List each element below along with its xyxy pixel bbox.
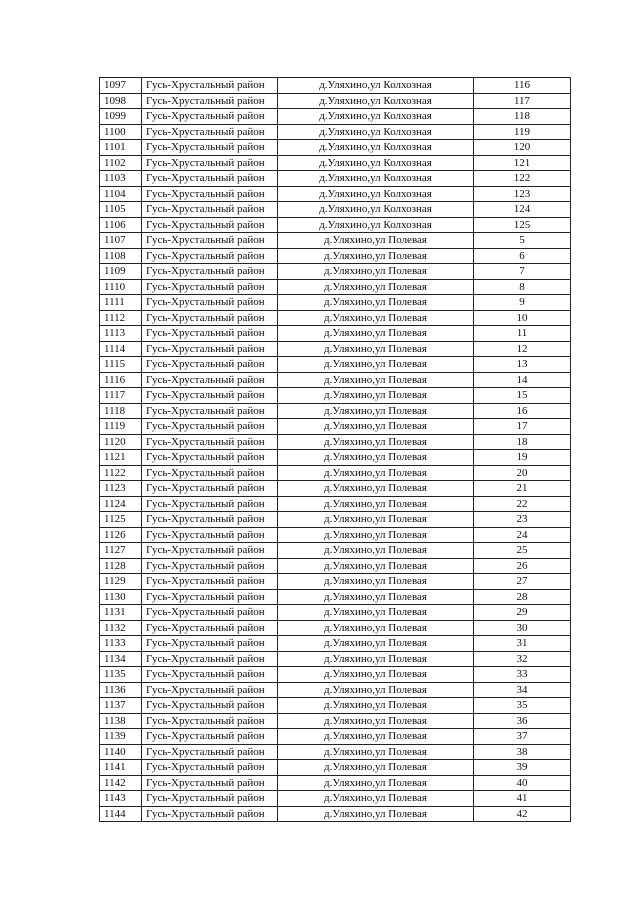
house-number-cell: 42 <box>474 806 571 822</box>
house-number-cell: 35 <box>474 698 571 714</box>
table-row <box>100 419 571 435</box>
table-row <box>100 372 571 388</box>
table-row <box>100 682 571 698</box>
house-number-cell: 123 <box>474 186 571 202</box>
table-row <box>100 217 571 233</box>
table-row <box>100 512 571 528</box>
address-cell: д.Уляхино,ул Колхозная <box>278 186 474 202</box>
table-row <box>100 620 571 636</box>
house-number-cell: 10 <box>474 310 571 326</box>
table-row <box>100 744 571 760</box>
district-cell: Гусь-Хрустальный район <box>142 419 278 435</box>
row-number-cell: 1099 <box>100 109 142 125</box>
house-number-cell: 27 <box>474 574 571 590</box>
house-number-cell: 39 <box>474 760 571 776</box>
address-cell: д.Уляхино,ул Полевая <box>278 729 474 745</box>
district-cell: Гусь-Хрустальный район <box>142 248 278 264</box>
row-number-cell: 1116 <box>100 372 142 388</box>
district-cell: Гусь-Хрустальный район <box>142 698 278 714</box>
row-number-cell: 1122 <box>100 465 142 481</box>
table-row <box>100 326 571 342</box>
district-cell: Гусь-Хрустальный район <box>142 264 278 280</box>
house-number-cell: 21 <box>474 481 571 497</box>
address-cell: д.Уляхино,ул Полевая <box>278 388 474 404</box>
house-number-cell: 31 <box>474 636 571 652</box>
table-row <box>100 171 571 187</box>
table-row <box>100 698 571 714</box>
district-cell: Гусь-Хрустальный район <box>142 496 278 512</box>
row-number-cell: 1134 <box>100 651 142 667</box>
row-number-cell: 1144 <box>100 806 142 822</box>
address-cell: д.Уляхино,ул Полевая <box>278 233 474 249</box>
row-number-cell: 1101 <box>100 140 142 156</box>
house-number-cell: 8 <box>474 279 571 295</box>
row-number-cell: 1133 <box>100 636 142 652</box>
row-number-cell: 1108 <box>100 248 142 264</box>
row-number-cell: 1142 <box>100 775 142 791</box>
house-number-cell: 23 <box>474 512 571 528</box>
house-number-cell: 9 <box>474 295 571 311</box>
address-cell: д.Уляхино,ул Полевая <box>278 372 474 388</box>
district-cell: Гусь-Хрустальный район <box>142 388 278 404</box>
row-number-cell: 1140 <box>100 744 142 760</box>
house-number-cell: 20 <box>474 465 571 481</box>
district-cell: Гусь-Хрустальный район <box>142 651 278 667</box>
house-number-cell: 119 <box>474 124 571 140</box>
district-cell: Гусь-Хрустальный район <box>142 729 278 745</box>
district-cell: Гусь-Хрустальный район <box>142 589 278 605</box>
row-number-cell: 1098 <box>100 93 142 109</box>
address-cell: д.Уляхино,ул Полевая <box>278 806 474 822</box>
table-row <box>100 558 571 574</box>
address-cell: д.Уляхино,ул Полевая <box>278 248 474 264</box>
table-row <box>100 636 571 652</box>
row-number-cell: 1114 <box>100 341 142 357</box>
district-cell: Гусь-Хрустальный район <box>142 744 278 760</box>
district-cell: Гусь-Хрустальный район <box>142 434 278 450</box>
house-number-cell: 32 <box>474 651 571 667</box>
address-cell: д.Уляхино,ул Полевая <box>278 527 474 543</box>
row-number-cell: 1137 <box>100 698 142 714</box>
address-cell: д.Уляхино,ул Полевая <box>278 558 474 574</box>
address-cell: д.Уляхино,ул Полевая <box>278 667 474 683</box>
address-cell: д.Уляхино,ул Колхозная <box>278 155 474 171</box>
row-number-cell: 1121 <box>100 450 142 466</box>
district-cell: Гусь-Хрустальный район <box>142 341 278 357</box>
table-row <box>100 434 571 450</box>
district-cell: Гусь-Хрустальный район <box>142 78 278 94</box>
house-number-cell: 12 <box>474 341 571 357</box>
district-cell: Гусь-Хрустальный район <box>142 682 278 698</box>
district-cell: Гусь-Хрустальный район <box>142 93 278 109</box>
address-cell: д.Уляхино,ул Полевая <box>278 775 474 791</box>
house-number-cell: 117 <box>474 93 571 109</box>
address-cell: д.Уляхино,ул Полевая <box>278 698 474 714</box>
row-number-cell: 1126 <box>100 527 142 543</box>
district-cell: Гусь-Хрустальный район <box>142 186 278 202</box>
address-cell: д.Уляхино,ул Полевая <box>278 450 474 466</box>
address-cell: д.Уляхино,ул Полевая <box>278 326 474 342</box>
row-number-cell: 1136 <box>100 682 142 698</box>
house-number-cell: 13 <box>474 357 571 373</box>
row-number-cell: 1117 <box>100 388 142 404</box>
district-cell: Гусь-Хрустальный район <box>142 527 278 543</box>
district-cell: Гусь-Хрустальный район <box>142 217 278 233</box>
row-number-cell: 1143 <box>100 791 142 807</box>
table-row <box>100 481 571 497</box>
row-number-cell: 1124 <box>100 496 142 512</box>
address-cell: д.Уляхино,ул Колхозная <box>278 109 474 125</box>
address-cell: д.Уляхино,ул Полевая <box>278 419 474 435</box>
district-cell: Гусь-Хрустальный район <box>142 791 278 807</box>
table-row <box>100 760 571 776</box>
district-cell: Гусь-Хрустальный район <box>142 450 278 466</box>
row-number-cell: 1097 <box>100 78 142 94</box>
house-number-cell: 37 <box>474 729 571 745</box>
address-cell: д.Уляхино,ул Полевая <box>278 264 474 280</box>
table-row <box>100 713 571 729</box>
address-cell: д.Уляхино,ул Полевая <box>278 543 474 559</box>
table-row <box>100 729 571 745</box>
house-number-cell: 17 <box>474 419 571 435</box>
house-number-cell: 22 <box>474 496 571 512</box>
district-cell: Гусь-Хрустальный район <box>142 326 278 342</box>
address-cell: д.Уляхино,ул Полевая <box>278 682 474 698</box>
district-cell: Гусь-Хрустальный район <box>142 558 278 574</box>
district-cell: Гусь-Хрустальный район <box>142 155 278 171</box>
house-number-cell: 11 <box>474 326 571 342</box>
address-cell: д.Уляхино,ул Колхозная <box>278 202 474 218</box>
table-row <box>100 574 571 590</box>
house-number-cell: 118 <box>474 109 571 125</box>
house-number-cell: 41 <box>474 791 571 807</box>
house-number-cell: 124 <box>474 202 571 218</box>
table-row <box>100 651 571 667</box>
row-number-cell: 1113 <box>100 326 142 342</box>
district-cell: Гусь-Хрустальный район <box>142 465 278 481</box>
address-cell: д.Уляхино,ул Полевая <box>278 295 474 311</box>
house-number-cell: 33 <box>474 667 571 683</box>
address-table-body <box>100 78 571 822</box>
house-number-cell: 28 <box>474 589 571 605</box>
row-number-cell: 1107 <box>100 233 142 249</box>
district-cell: Гусь-Хрустальный район <box>142 775 278 791</box>
district-cell: Гусь-Хрустальный район <box>142 574 278 590</box>
address-cell: д.Уляхино,ул Полевая <box>278 496 474 512</box>
house-number-cell: 29 <box>474 605 571 621</box>
district-cell: Гусь-Хрустальный район <box>142 806 278 822</box>
table-row <box>100 310 571 326</box>
district-cell: Гусь-Хрустальный район <box>142 512 278 528</box>
table-row <box>100 806 571 822</box>
address-cell: д.Уляхино,ул Колхозная <box>278 217 474 233</box>
table-row <box>100 403 571 419</box>
table-row <box>100 527 571 543</box>
row-number-cell: 1141 <box>100 760 142 776</box>
address-cell: д.Уляхино,ул Полевая <box>278 481 474 497</box>
address-cell: д.Уляхино,ул Полевая <box>278 605 474 621</box>
house-number-cell: 24 <box>474 527 571 543</box>
address-cell: д.Уляхино,ул Полевая <box>278 651 474 667</box>
house-number-cell: 116 <box>474 78 571 94</box>
row-number-cell: 1110 <box>100 279 142 295</box>
table-row <box>100 109 571 125</box>
table-row <box>100 295 571 311</box>
house-number-cell: 14 <box>474 372 571 388</box>
row-number-cell: 1138 <box>100 713 142 729</box>
row-number-cell: 1129 <box>100 574 142 590</box>
address-cell: д.Уляхино,ул Колхозная <box>278 171 474 187</box>
row-number-cell: 1130 <box>100 589 142 605</box>
house-number-cell: 26 <box>474 558 571 574</box>
district-cell: Гусь-Хрустальный район <box>142 202 278 218</box>
row-number-cell: 1111 <box>100 295 142 311</box>
table-row <box>100 279 571 295</box>
table-row <box>100 155 571 171</box>
row-number-cell: 1131 <box>100 605 142 621</box>
address-cell: д.Уляхино,ул Полевая <box>278 403 474 419</box>
row-number-cell: 1112 <box>100 310 142 326</box>
house-number-cell: 120 <box>474 140 571 156</box>
row-number-cell: 1139 <box>100 729 142 745</box>
address-cell: д.Уляхино,ул Колхозная <box>278 124 474 140</box>
row-number-cell: 1119 <box>100 419 142 435</box>
house-number-cell: 122 <box>474 171 571 187</box>
house-number-cell: 30 <box>474 620 571 636</box>
district-cell: Гусь-Хрустальный район <box>142 636 278 652</box>
row-number-cell: 1105 <box>100 202 142 218</box>
row-number-cell: 1109 <box>100 264 142 280</box>
table-row <box>100 233 571 249</box>
district-cell: Гусь-Хрустальный район <box>142 760 278 776</box>
address-cell: д.Уляхино,ул Полевая <box>278 279 474 295</box>
address-cell: д.Уляхино,ул Колхозная <box>278 78 474 94</box>
table-row <box>100 791 571 807</box>
district-cell: Гусь-Хрустальный район <box>142 295 278 311</box>
house-number-cell: 7 <box>474 264 571 280</box>
address-cell: д.Уляхино,ул Полевая <box>278 760 474 776</box>
house-number-cell: 16 <box>474 403 571 419</box>
house-number-cell: 38 <box>474 744 571 760</box>
district-cell: Гусь-Хрустальный район <box>142 543 278 559</box>
address-table <box>99 77 571 822</box>
house-number-cell: 15 <box>474 388 571 404</box>
row-number-cell: 1102 <box>100 155 142 171</box>
table-row <box>100 341 571 357</box>
address-cell: д.Уляхино,ул Полевая <box>278 744 474 760</box>
row-number-cell: 1118 <box>100 403 142 419</box>
house-number-cell: 5 <box>474 233 571 249</box>
row-number-cell: 1106 <box>100 217 142 233</box>
table-row <box>100 543 571 559</box>
house-number-cell: 34 <box>474 682 571 698</box>
table-row <box>100 388 571 404</box>
table-row <box>100 775 571 791</box>
table-row <box>100 78 571 94</box>
address-cell: д.Уляхино,ул Полевая <box>278 791 474 807</box>
district-cell: Гусь-Хрустальный район <box>142 140 278 156</box>
house-number-cell: 36 <box>474 713 571 729</box>
table-row <box>100 93 571 109</box>
table-row <box>100 667 571 683</box>
row-number-cell: 1100 <box>100 124 142 140</box>
row-number-cell: 1128 <box>100 558 142 574</box>
table-row <box>100 264 571 280</box>
house-number-cell: 40 <box>474 775 571 791</box>
district-cell: Гусь-Хрустальный район <box>142 279 278 295</box>
address-cell: д.Уляхино,ул Полевая <box>278 310 474 326</box>
table-row <box>100 357 571 373</box>
address-cell: д.Уляхино,ул Колхозная <box>278 140 474 156</box>
row-number-cell: 1135 <box>100 667 142 683</box>
row-number-cell: 1123 <box>100 481 142 497</box>
district-cell: Гусь-Хрустальный район <box>142 372 278 388</box>
district-cell: Гусь-Хрустальный район <box>142 605 278 621</box>
table-row <box>100 496 571 512</box>
address-cell: д.Уляхино,ул Полевая <box>278 357 474 373</box>
address-cell: д.Уляхино,ул Полевая <box>278 465 474 481</box>
house-number-cell: 6 <box>474 248 571 264</box>
table-row <box>100 124 571 140</box>
house-number-cell: 25 <box>474 543 571 559</box>
district-cell: Гусь-Хрустальный район <box>142 713 278 729</box>
district-cell: Гусь-Хрустальный район <box>142 667 278 683</box>
address-cell: д.Уляхино,ул Полевая <box>278 589 474 605</box>
row-number-cell: 1132 <box>100 620 142 636</box>
row-number-cell: 1115 <box>100 357 142 373</box>
table-row <box>100 140 571 156</box>
district-cell: Гусь-Хрустальный район <box>142 109 278 125</box>
district-cell: Гусь-Хрустальный район <box>142 481 278 497</box>
address-cell: д.Уляхино,ул Полевая <box>278 620 474 636</box>
row-number-cell: 1104 <box>100 186 142 202</box>
address-cell: д.Уляхино,ул Полевая <box>278 512 474 528</box>
district-cell: Гусь-Хрустальный район <box>142 403 278 419</box>
address-cell: д.Уляхино,ул Полевая <box>278 636 474 652</box>
district-cell: Гусь-Хрустальный район <box>142 620 278 636</box>
district-cell: Гусь-Хрустальный район <box>142 171 278 187</box>
row-number-cell: 1103 <box>100 171 142 187</box>
address-cell: д.Уляхино,ул Колхозная <box>278 93 474 109</box>
table-row <box>100 248 571 264</box>
house-number-cell: 125 <box>474 217 571 233</box>
district-cell: Гусь-Хрустальный район <box>142 357 278 373</box>
row-number-cell: 1125 <box>100 512 142 528</box>
table-row <box>100 202 571 218</box>
address-cell: д.Уляхино,ул Полевая <box>278 341 474 357</box>
row-number-cell: 1120 <box>100 434 142 450</box>
table-row <box>100 465 571 481</box>
house-number-cell: 19 <box>474 450 571 466</box>
district-cell: Гусь-Хрустальный район <box>142 310 278 326</box>
table-row <box>100 186 571 202</box>
address-cell: д.Уляхино,ул Полевая <box>278 434 474 450</box>
district-cell: Гусь-Хрустальный район <box>142 233 278 249</box>
district-cell: Гусь-Хрустальный район <box>142 124 278 140</box>
address-cell: д.Уляхино,ул Полевая <box>278 713 474 729</box>
table-row <box>100 450 571 466</box>
table-row <box>100 589 571 605</box>
address-cell: д.Уляхино,ул Полевая <box>278 574 474 590</box>
table-row <box>100 605 571 621</box>
row-number-cell: 1127 <box>100 543 142 559</box>
house-number-cell: 121 <box>474 155 571 171</box>
house-number-cell: 18 <box>474 434 571 450</box>
